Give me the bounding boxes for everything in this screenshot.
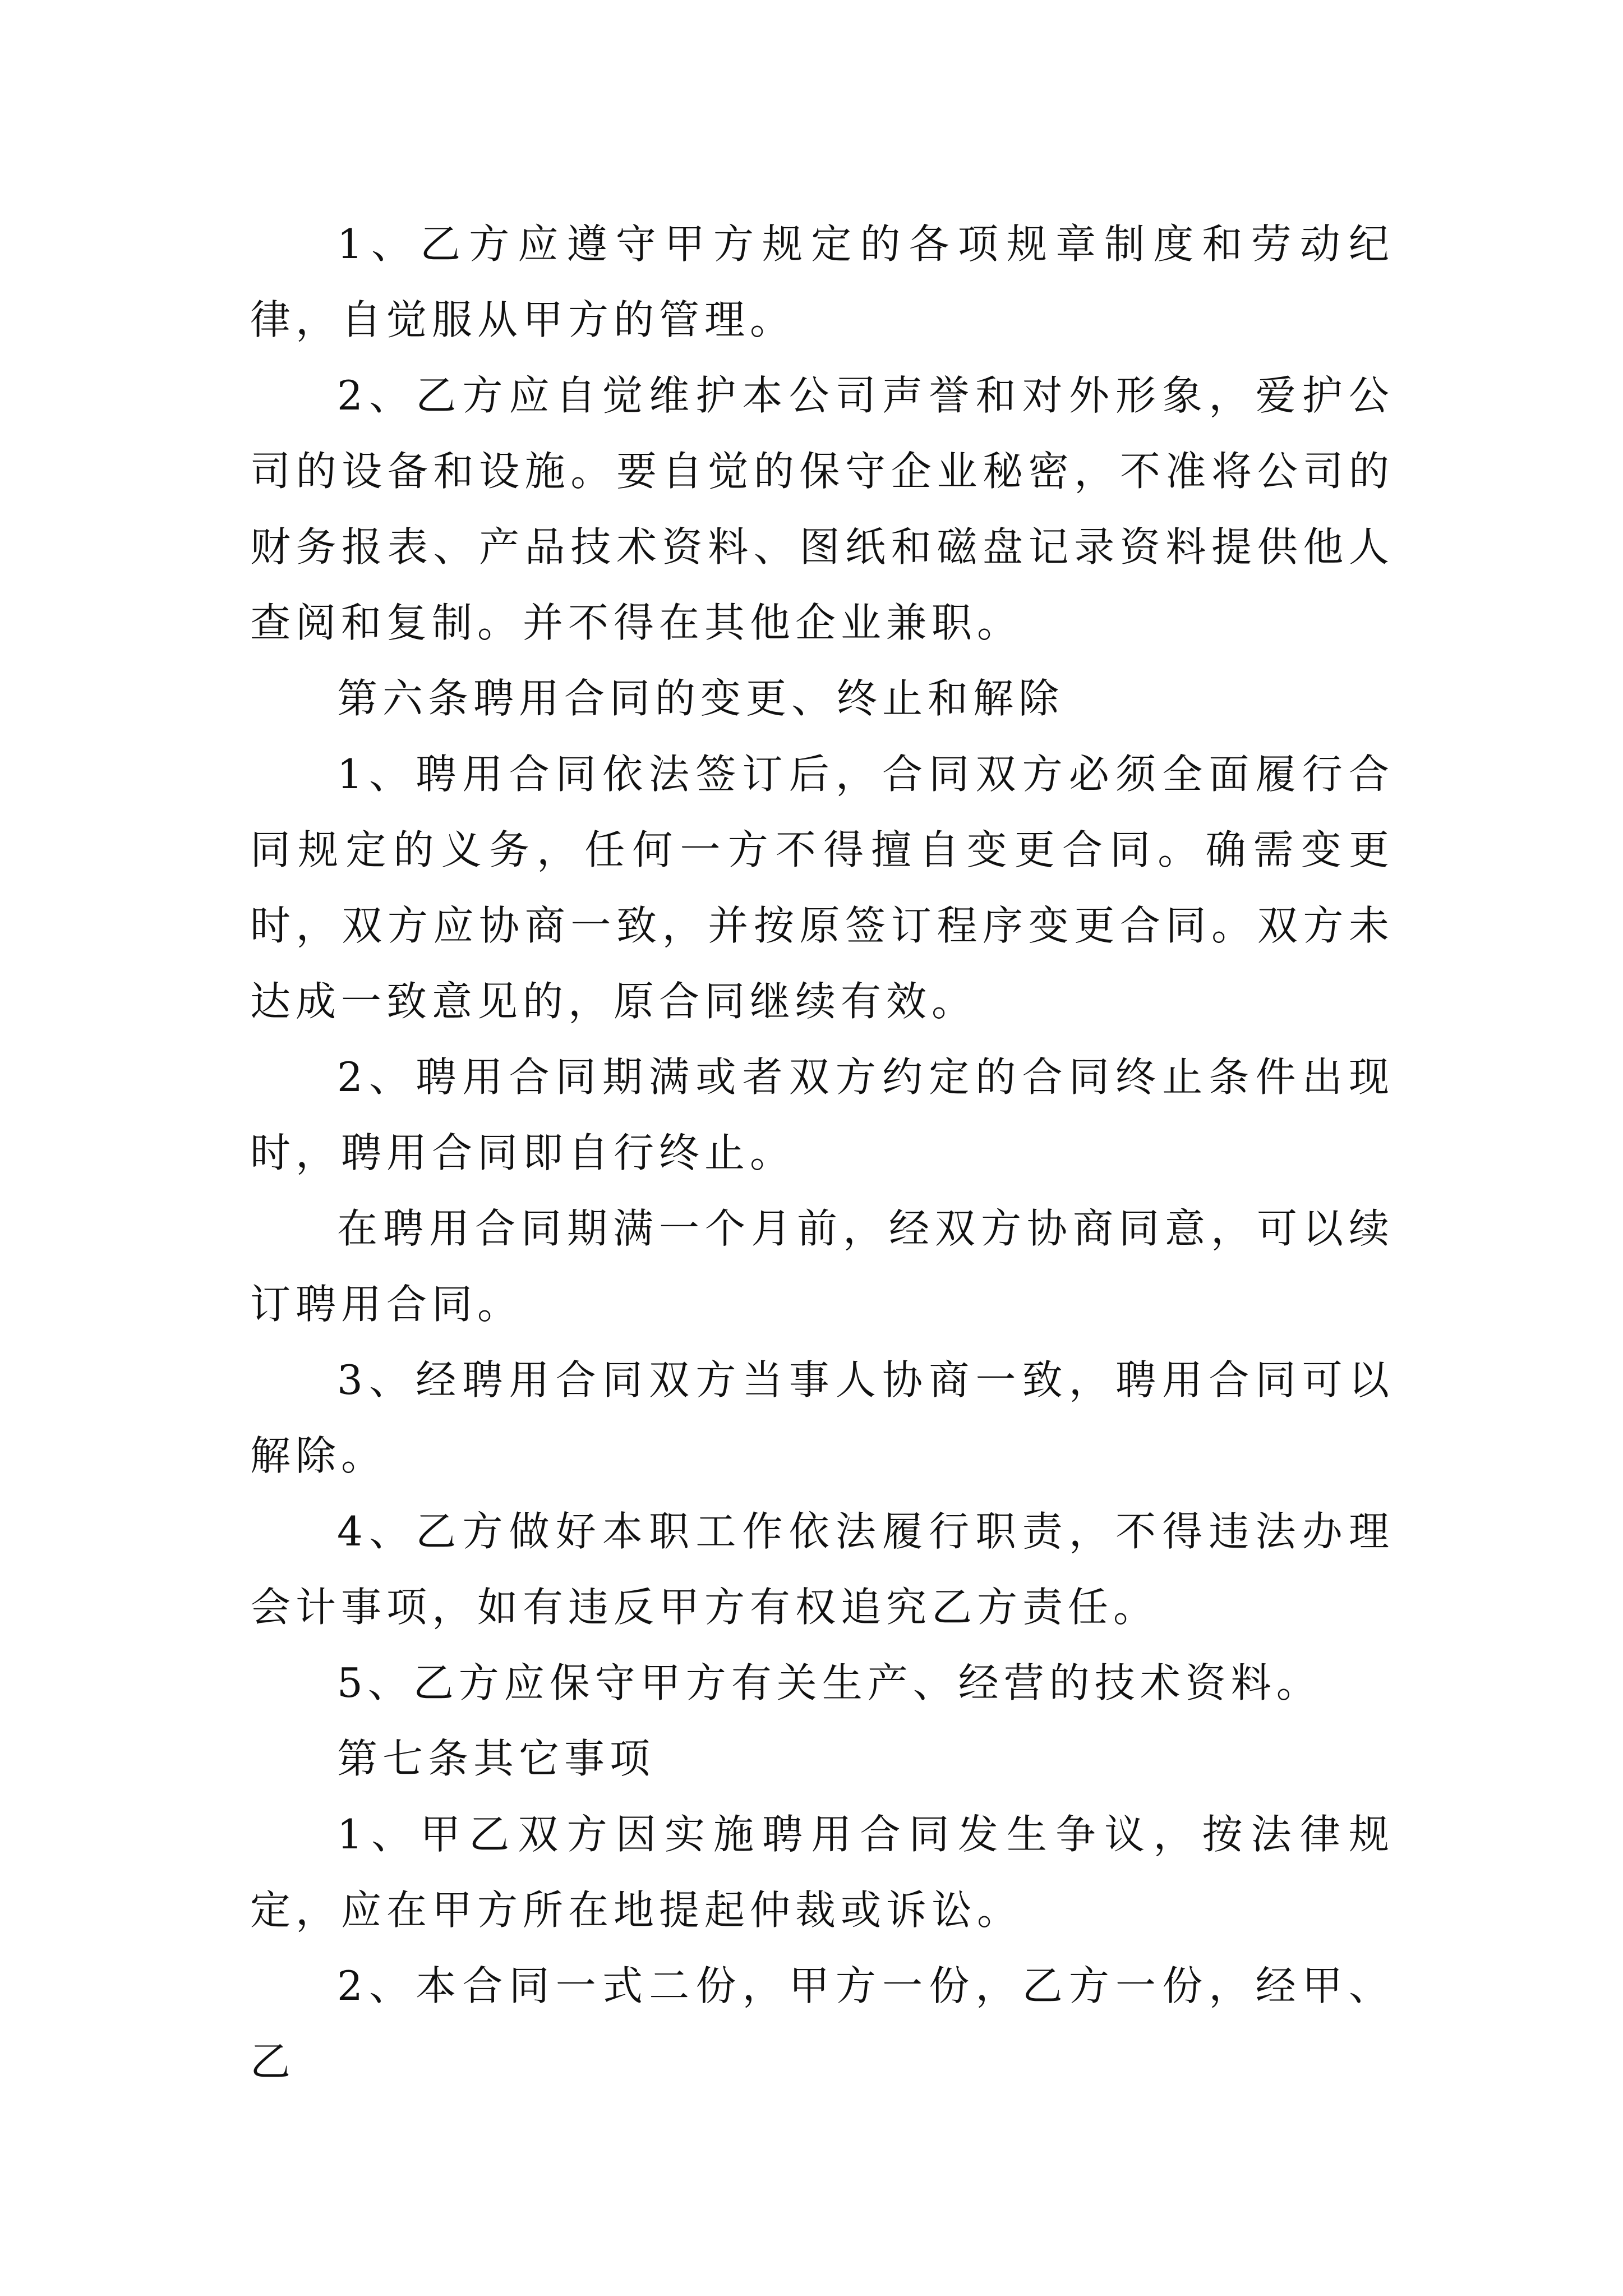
section-heading-article-6: 第六条聘用合同的变更、终止和解除 [337, 675, 1064, 722]
paragraph-trade-secrets: 5、乙方应保守甲方有关生产、经营的技术资料。 [337, 1659, 1322, 1706]
paragraph-copies: 2、本合同一式二份，甲方一份，乙方一份，经甲、乙 [250, 1962, 1394, 2085]
paragraph-duties: 4、乙方做好本职工作依法履行职责，不得违法办理会计事项，如有违反甲方有权追究乙方责任。 [250, 1508, 1394, 1631]
section-heading-article-7: 第七条其它事项 [337, 1735, 656, 1782]
paragraph-contract-renewal: 在聘用合同期满一个月前，经双方协商同意，可以续订聘用合同。 [250, 1205, 1394, 1328]
paragraph-contract-expiry: 2、聘用合同期满或者双方约定的合同终止条件出现时，聘用合同即自行终止。 [250, 1053, 1394, 1176]
paragraph-rules-compliance: 1、乙方应遵守甲方规定的各项规章制度和劳动纪律，自觉服从甲方的管理。 [250, 220, 1394, 343]
paragraph-disputes: 1、甲乙双方因实施聘用合同发生争议，按法律规定，应在甲方所在地提起仲裁或诉讼。 [250, 1811, 1394, 1934]
paragraph-confidentiality: 2、乙方应自觉维护本公司声誉和对外形象，爱护公司的设备和设施。要自觉的保守企业秘密，不准将公司的财务报表、产品技术资料、图纸和磁盘记录资料提供他人查阅和复制。并不得在其他企业兼职。 [250, 372, 1394, 646]
document-body [250, 206, 1394, 2100]
paragraph-contract-change: 1、聘用合同依法签订后，合同双方必须全面履行合同规定的义务，任何一方不得擅自变更合同。确需变更时，双方应协商一致，并按原签订程序变更合同。双方未达成一致意见的，原合同继续有效。 [250, 751, 1394, 1025]
paragraph-contract-termination: 3、经聘用合同双方当事人协商一致，聘用合同可以解除。 [250, 1356, 1394, 1479]
